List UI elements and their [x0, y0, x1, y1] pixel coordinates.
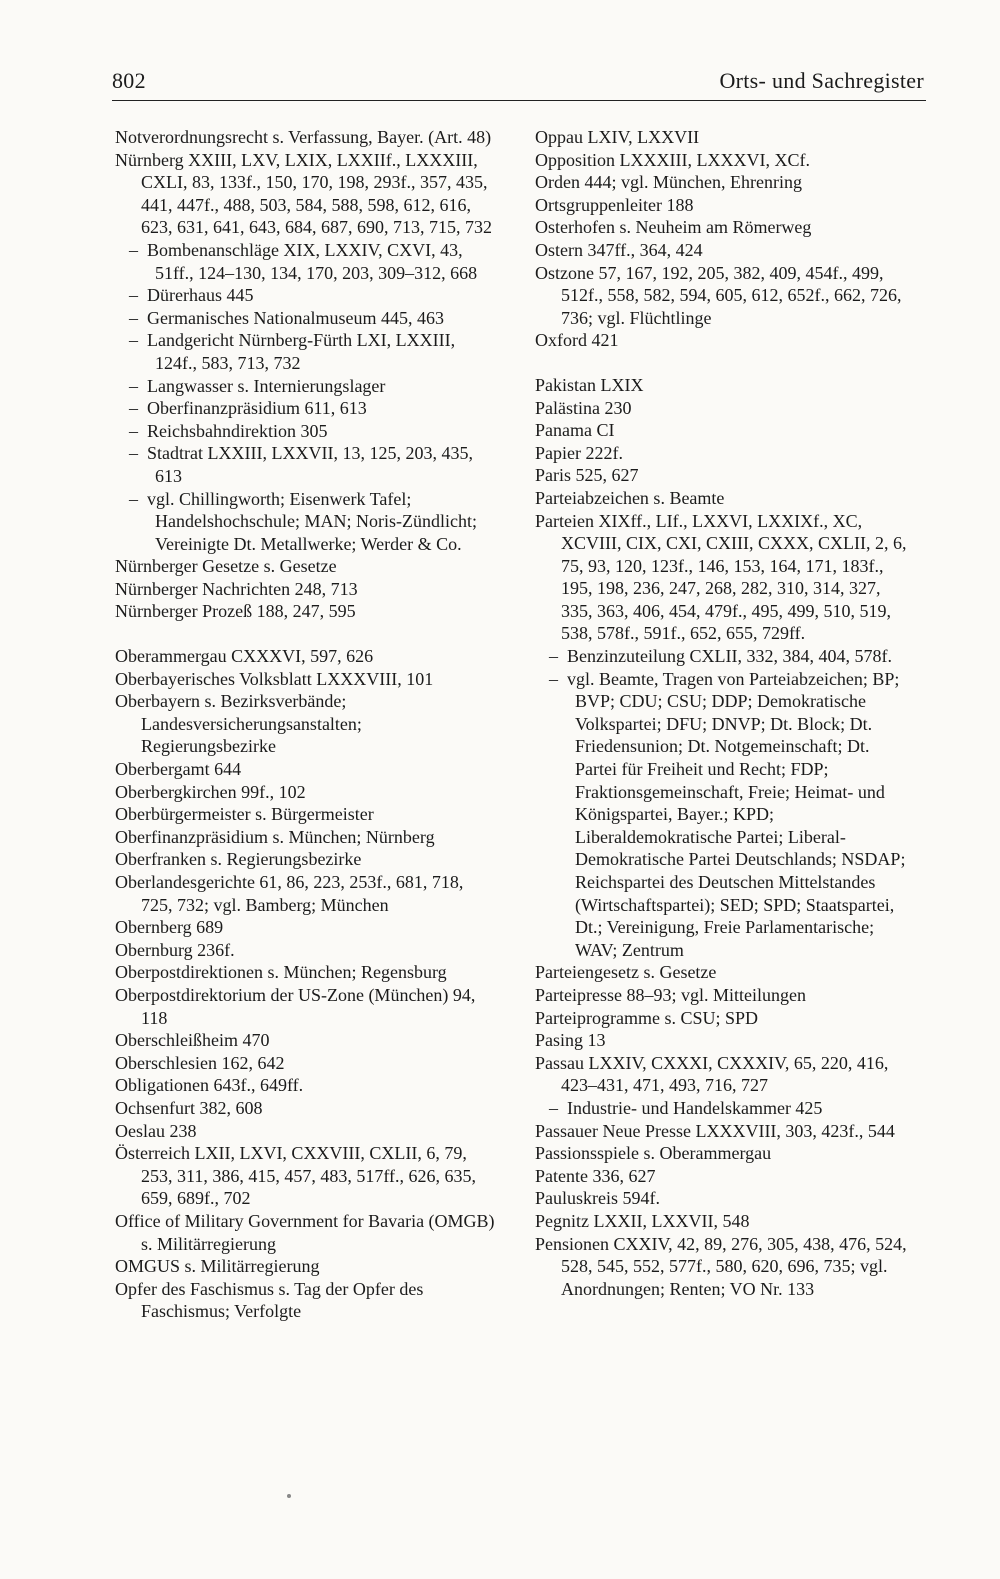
- index-subentry: – Langwasser s. Internierungslager: [115, 375, 495, 398]
- index-entry: Parteien XIXff., LIf., LXXVI, LXXIXf., XC, XCVIII, CIX, CXI, CXIII, CXXX, CXLII, 2, 6, 75, 93, 120, 123f., 146, 153, 164, 171, 183f., 195, 198, 236, 247, 268, 282, 310, 314, 327, 335, 363, 406, 454, 479f., 495, 499, 510, 519, 538, 578f., 591f., 652, 655, 729ff.: [535, 510, 907, 644]
- index-entry: Ortsgruppenleiter 188: [535, 194, 694, 215]
- index-entry: Obligationen 643f., 649ff.: [115, 1075, 304, 1096]
- index-entry: Osterhofen s. Neuheim am Römerweg: [535, 217, 812, 238]
- index-entry: Oberbürgermeister s. Bürgermeister: [115, 804, 374, 825]
- index-entry: Passionsspiele s. Oberammergau: [535, 1143, 772, 1164]
- index-entry: Office of Military Government for Bavaria (OMGB) s. Militärregierung: [115, 1210, 495, 1254]
- index-entry: Paris 525, 627: [535, 465, 639, 486]
- page-number: 802: [112, 68, 146, 93]
- index-entry: Oberammergau CXXXVI, 597, 626: [115, 646, 374, 667]
- index-subentry: – Dürerhaus 445: [115, 284, 495, 307]
- index-entry: Panama CI: [535, 420, 615, 441]
- letter-group-gap: [115, 623, 495, 645]
- index-entry: Orden 444; vgl. München, Ehrenring: [535, 172, 802, 193]
- index-entry: Passauer Neue Presse LXXXVIII, 303, 423f., 544: [535, 1120, 895, 1141]
- index-entry: Pegnitz LXXII, LXXVII, 548: [535, 1210, 750, 1231]
- index-entry: Ostern 347ff., 364, 424: [535, 239, 703, 260]
- index-entry: Nürnberg XXIII, LXV, LXIX, LXXIIf., LXXXIII, CXLI, 83, 133f., 150, 170, 198, 293f., 357, 435, 441, 447f., 488, 503, 584, 588, 598, 612, 616, 623, 631, 641, 643, 684, 687, 690, 713, 715, 732: [115, 149, 492, 238]
- index-entry: Opposition LXXXIII, LXXXVI, XCf.: [535, 149, 810, 170]
- index-entry: Nürnberger Prozeß 188, 247, 595: [115, 601, 356, 622]
- index-subentry: – Benzinzuteilung CXLII, 332, 384, 404, 578f.: [535, 645, 915, 668]
- index-entry: Oberfinanzpräsidium s. München; Nürnberg: [115, 826, 435, 847]
- index-entry: Palästina 230: [535, 397, 632, 418]
- index-entry: Obernburg 236f.: [115, 939, 235, 960]
- index-entry: Oberschlesien 162, 642: [115, 1052, 285, 1073]
- index-entry: Oberpostdirektorium der US-Zone (München) 94, 118: [115, 984, 476, 1028]
- page-header: [112, 66, 926, 101]
- index-entry: Pasing 13: [535, 1030, 606, 1051]
- index-entry: Oberlandesgerichte 61, 86, 223, 253f., 681, 718, 725, 732; vgl. Bamberg; München: [115, 872, 464, 915]
- letter-group-gap: [535, 352, 915, 374]
- index-subentry: – Reichsbahndirektion 305: [115, 420, 495, 443]
- index-entry: Nürnberger Nachrichten 248, 713: [115, 578, 358, 599]
- index-subentry: – Stadtrat LXXIII, LXXVII, 13, 125, 203, 435, 613: [115, 442, 495, 487]
- index-entry: Opfer des Faschismus s. Tag der Opfer des Faschismus; Verfolgte: [115, 1278, 424, 1322]
- index-entry: Nürnberger Gesetze s. Gesetze: [115, 556, 337, 577]
- index-entry: Oberschleißheim 470: [115, 1030, 270, 1051]
- print-speck: [287, 1494, 291, 1498]
- index-entry: Pauluskreis 594f.: [535, 1188, 660, 1209]
- index-column-left: [115, 126, 495, 1323]
- index-entry: Obernberg 689: [115, 917, 224, 938]
- index-entry: Parteiengesetz s. Gesetze: [535, 962, 717, 983]
- index-entry: Passau LXXIV, CXXXI, CXXXIV, 65, 220, 416, 423–431, 471, 493, 716, 727: [535, 1052, 889, 1096]
- index-entry: Parteipresse 88–93; vgl. Mitteilungen: [535, 984, 806, 1005]
- index-subentry: – Landgericht Nürnberg-Fürth LXI, LXXIII, 124f., 583, 713, 732: [115, 329, 495, 374]
- index-entry: Ostzone 57, 167, 192, 205, 382, 409, 454f., 499, 512f., 558, 582, 594, 605, 612, 652f., 662, 726, 736; vgl. Flüchtlinge: [535, 262, 902, 328]
- index-entry: Papier 222f.: [535, 442, 623, 463]
- index-entry: Oberfranken s. Regierungsbezirke: [115, 849, 362, 870]
- index-column-right: [535, 126, 915, 1300]
- index-entry: Ochsenfurt 382, 608: [115, 1097, 263, 1118]
- running-head: Orts- und Sachregister: [719, 68, 924, 93]
- index-entry: Oberbayerisches Volksblatt LXXXVIII, 101: [115, 668, 434, 689]
- index-subentry: – Germanisches Nationalmuseum 445, 463: [115, 307, 495, 330]
- index-subentry: – Oberfinanzpräsidium 611, 613: [115, 397, 495, 420]
- index-entry: Patente 336, 627: [535, 1165, 656, 1186]
- index-entry: Parteiabzeichen s. Beamte: [535, 487, 725, 508]
- index-entry: Notverordnungsrecht s. Verfassung, Bayer. (Art. 48): [115, 127, 492, 147]
- index-subentry: – vgl. Beamte, Tragen von Parteiabzeichen; BP; BVP; CDU; CSU; DDP; Demokratische Volkspartei; DFU; DNVP; Dt. Block; Dt. Friedensunion; Dt. Notgemeinschaft; Dt. Partei für Freiheit und Recht; FDP; Fraktionsgemeinschaft, Freie; Heimat- und Königspartei, Bayer.; KPD; Liberaldemokratische Partei; Liberal-Demokratische Partei Deutschlands; NSDAP; Reichspartei des Deutschen Mittelstandes (Wirtschaftspartei); SED; SPD; Staatspartei, Dt.; Vereinigung, Freie Parlamentarische; WAV; Zentrum: [535, 668, 915, 962]
- index-entry: Oberbayern s. Bezirksverbände; Landesversicherungsanstalten; Regierungsbezirke: [115, 691, 362, 757]
- index-entry: Parteiprogramme s. CSU; SPD: [535, 1007, 758, 1028]
- index-entry: Oeslau 238: [115, 1120, 197, 1141]
- index-subentry: – Industrie- und Handelskammer 425: [535, 1097, 915, 1120]
- index-entry: Pakistan LXIX: [535, 374, 644, 395]
- index-entry: Oberbergamt 644: [115, 759, 242, 780]
- index-subentry: – Bombenanschläge XIX, LXXIV, CXVI, 43, 51ff., 124–130, 134, 170, 203, 309–312, 668: [115, 239, 495, 284]
- index-entry: Pensionen CXXIV, 42, 89, 276, 305, 438, 476, 524, 528, 545, 552, 577f., 580, 620, 696, 735; vgl. Anordnungen; Renten; VO Nr. 133: [535, 1233, 907, 1299]
- index-entry: Oberpostdirektionen s. München; Regensburg: [115, 962, 447, 983]
- index-entry: Oberbergkirchen 99f., 102: [115, 781, 306, 802]
- index-entry: Österreich LXII, LXVI, CXXVIII, CXLII, 6, 79, 253, 311, 386, 415, 457, 483, 517ff., 626, 635, 659, 689f., 702: [115, 1143, 476, 1209]
- index-entry: Oppau LXIV, LXXVII: [535, 127, 700, 147]
- index-entry: Oxford 421: [535, 330, 619, 351]
- index-subentry: – vgl. Chillingworth; Eisenwerk Tafel; Handelshochschule; MAN; Noris-Zündlicht; Vereinigte Dt. Metallwerke; Werder & Co.: [115, 488, 495, 556]
- index-entry: OMGUS s. Militärregierung: [115, 1256, 320, 1277]
